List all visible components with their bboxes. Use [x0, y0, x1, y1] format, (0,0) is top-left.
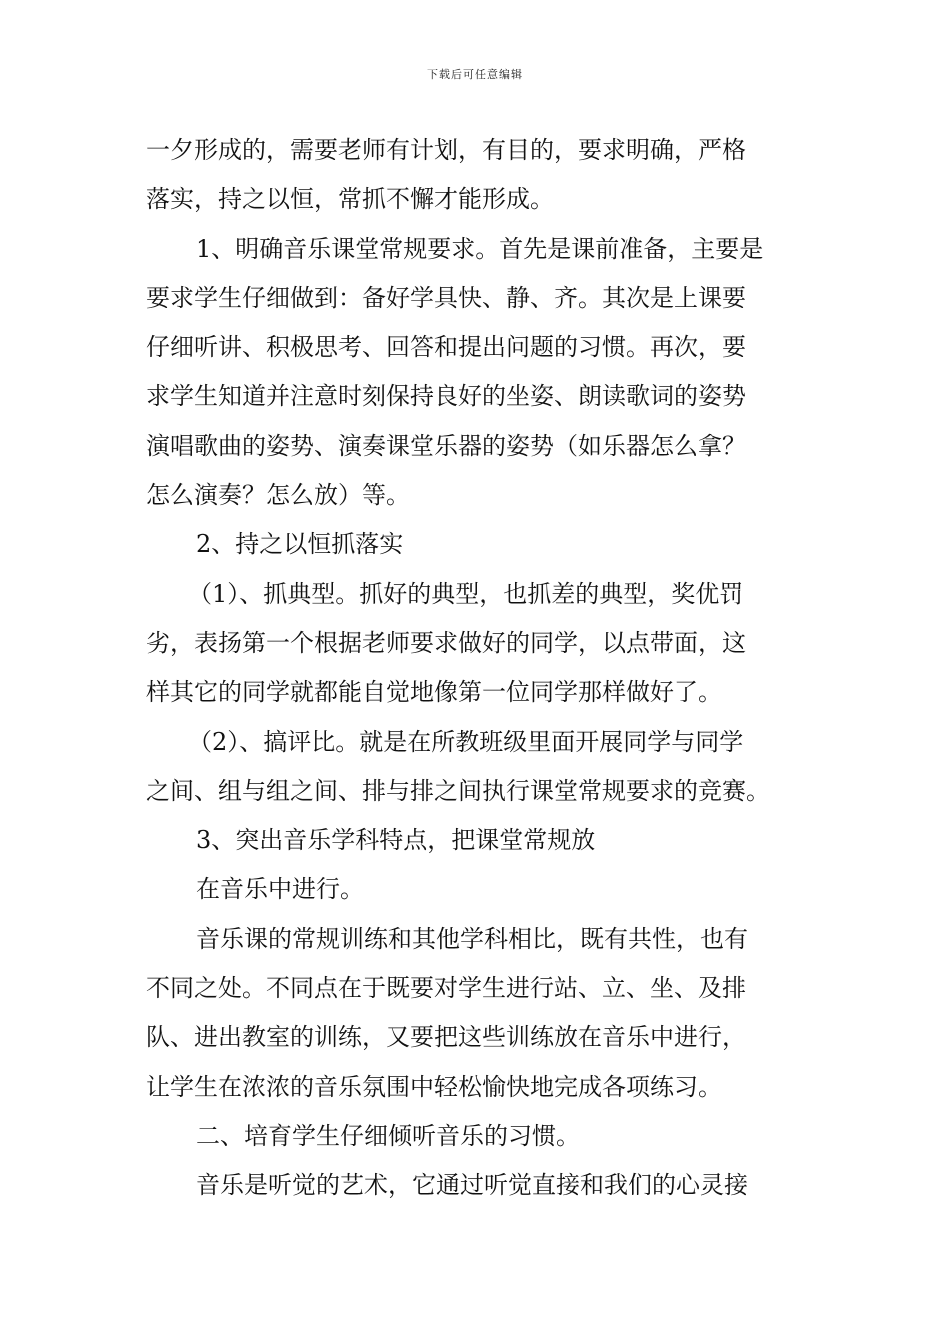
- text-line: 不同之处。不同点在于既要对学生进行站、立、坐、及排: [146, 974, 746, 1003]
- section-heading: 二、培育学生仔细倾听音乐的习惯。: [196, 1121, 580, 1150]
- text-line: 样其它的同学就都能自觉地像第一位同学那样做好了。: [146, 678, 722, 707]
- text-line: 落实，持之以恒，常抓不懈才能形成。: [146, 185, 554, 214]
- text-line: 在音乐中进行。: [196, 875, 364, 904]
- paragraph-heading: 2、持之以恒抓落实: [196, 530, 404, 559]
- text-line: 仔细听讲、积极思考、回答和提出问题的习惯。再次，要: [146, 333, 746, 362]
- text-line: 要求学生仔细做到：备好学具快、静、齐。其次是上课要: [146, 283, 746, 312]
- paragraph-heading: （1）、抓典型。抓好的典型，也抓差的典型，奖优罚: [188, 579, 744, 608]
- paragraph-heading: 3、突出音乐学科特点，把课堂常规放: [196, 826, 596, 855]
- paragraph-heading: （2）、搞评比。就是在所教班级里面开展同学与同学: [188, 727, 744, 756]
- text-line: 一夕形成的，需要老师有计划，有目的，要求明确，严格: [146, 136, 746, 164]
- text-line: 演唱歌曲的姿势、演奏课堂乐器的姿势（如乐器怎么拿？: [146, 431, 746, 460]
- text-line: 让学生在浓浓的音乐氛围中轻松愉快地完成各项练习。: [146, 1072, 722, 1101]
- paragraph-start: 音乐是听觉的艺术，它通过听觉直接和我们的心灵接: [196, 1171, 748, 1200]
- text-line: 队、进出教室的训练，又要把这些训练放在音乐中进行，: [146, 1023, 746, 1052]
- text-line: 劣，表扬第一个根据老师要求做好的同学，以点带面，这: [146, 628, 746, 657]
- text-line: 怎么演奏？怎么放）等。: [146, 481, 410, 510]
- page-header: 下载后可任意编辑: [427, 68, 523, 81]
- document-body: [146, 126, 816, 1211]
- paragraph-start: 音乐课的常规训练和其他学科相比，既有共性，也有: [196, 924, 748, 953]
- paragraph-heading: 1、明确音乐课堂常规要求。首先是课前准备，主要是: [196, 234, 764, 263]
- text-line: 之间、组与组之间、排与排之间执行课堂常规要求的竞赛。: [146, 776, 770, 805]
- text-line: 求学生知道并注意时刻保持良好的坐姿、朗读歌词的姿势: [146, 382, 746, 411]
